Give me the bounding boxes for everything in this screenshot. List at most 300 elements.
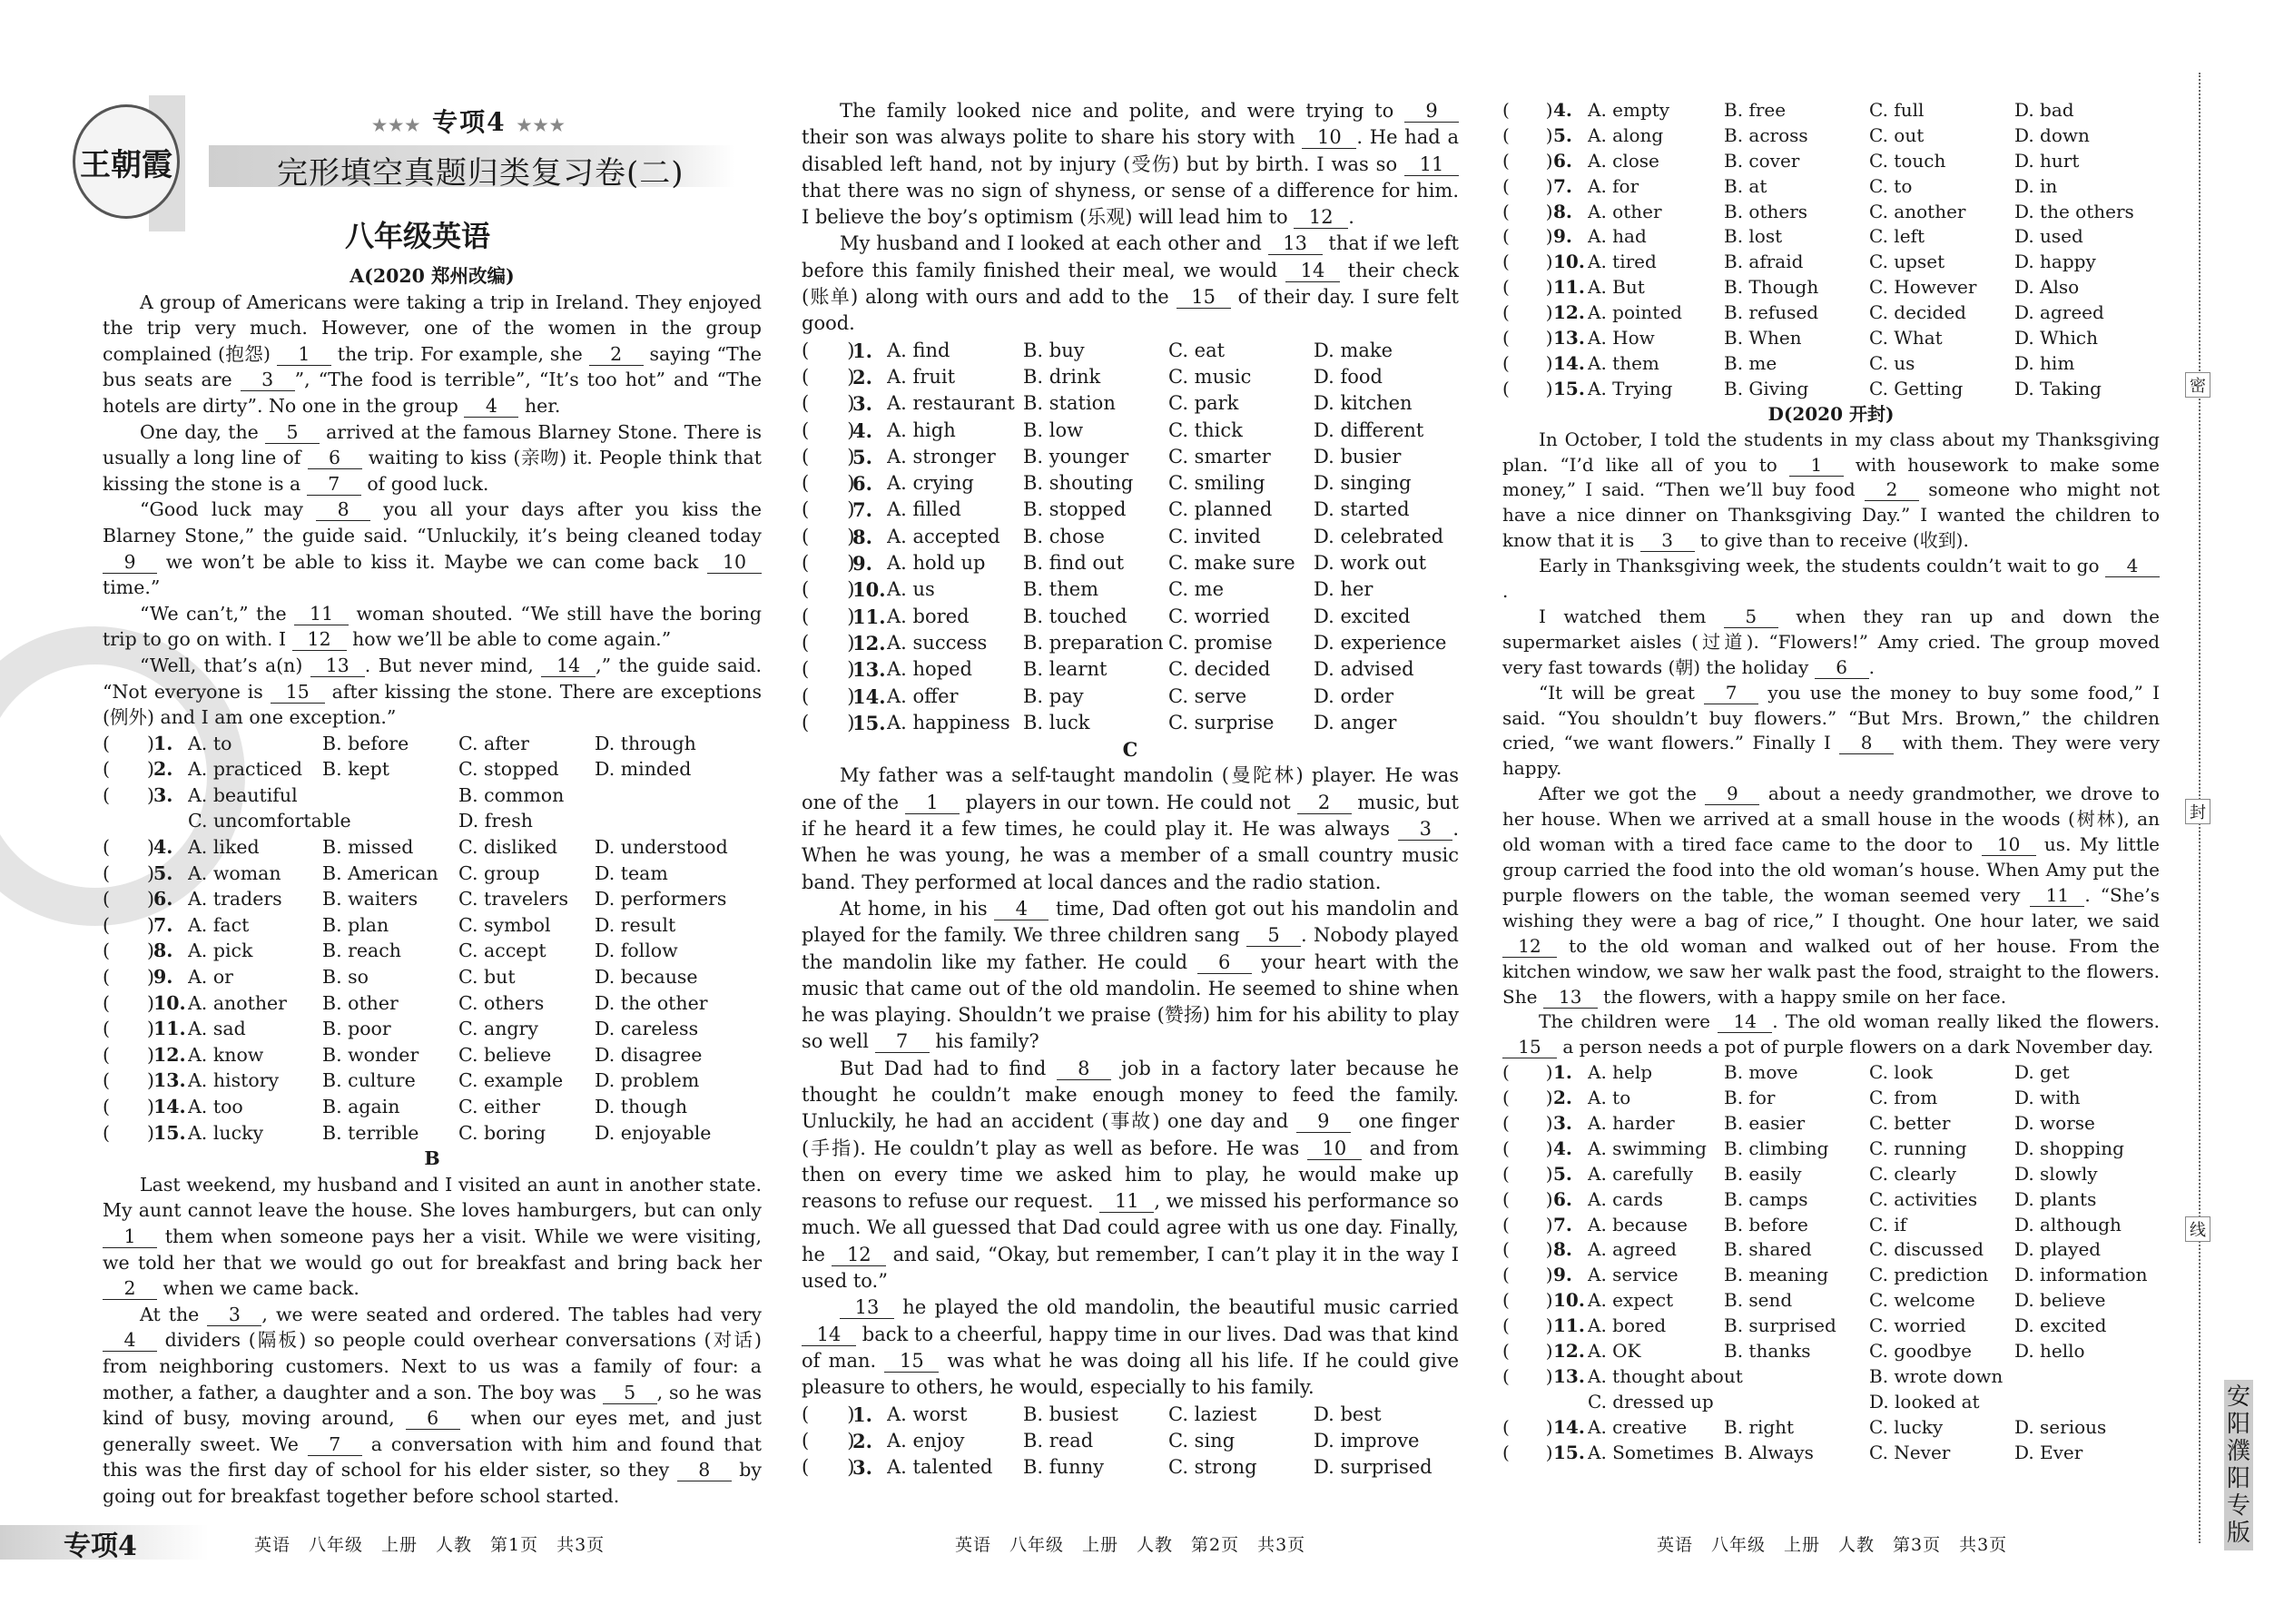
- answer-parenthesis[interactable]: ( ): [1502, 327, 1553, 349]
- answer-parenthesis[interactable]: ( ): [103, 966, 154, 989]
- answer-parenthesis[interactable]: ( ): [103, 1096, 154, 1117]
- option-c: C. dressed up: [1588, 1390, 1714, 1412]
- question-row: [1502, 200, 2160, 225]
- passage-paragraph: [1502, 782, 2160, 1009]
- passage-text: to the old woman and walked out of her house. From the kitchen window, we saw her walk past the food, straight to the flowers. She: [1502, 934, 2160, 1008]
- option-b: B. cover: [1724, 149, 1800, 172]
- option-a: A. us: [887, 578, 935, 601]
- passage-text: how we’ll be able to come again.”: [346, 628, 672, 651]
- answer-parenthesis[interactable]: ( ): [1502, 1238, 1553, 1261]
- option-a: A. happiness: [887, 711, 1010, 733]
- answer-parenthesis[interactable]: ( ): [103, 1043, 154, 1066]
- option-d: D. enjoyable: [595, 1121, 712, 1144]
- answer-parenthesis[interactable]: ( ): [1502, 251, 1553, 273]
- passage-text: her.: [518, 394, 561, 417]
- option-a: A. traders: [188, 888, 282, 910]
- option-b: B. missed: [322, 836, 414, 859]
- answer-parenthesis[interactable]: ( ): [1502, 1061, 1553, 1084]
- answer-blank[interactable]: 4: [464, 395, 518, 418]
- option-d: D. though: [595, 1096, 688, 1117]
- answer-parenthesis[interactable]: ( ): [802, 339, 855, 361]
- answer-parenthesis[interactable]: ( ): [1502, 1340, 1553, 1363]
- passage-text: “It will be great: [1539, 681, 1705, 704]
- passage-text: My husband and I looked at each other and: [840, 232, 1268, 255]
- question-number: 15.: [852, 711, 886, 734]
- option-a: A. history: [188, 1069, 280, 1092]
- answer-parenthesis[interactable]: ( ): [802, 1456, 855, 1479]
- answer-parenthesis[interactable]: ( ): [1502, 225, 1553, 248]
- answer-parenthesis[interactable]: ( ): [103, 991, 154, 1014]
- question-number: 13.: [153, 1069, 186, 1092]
- option-d: D. slowly: [2014, 1162, 2098, 1185]
- answer-parenthesis[interactable]: ( ): [1502, 1162, 1553, 1185]
- passage-text: . “She’s wishing they were a bag of rice,” I thought. One hour later, we said: [1502, 883, 2160, 931]
- option-b: B. thanks: [1724, 1340, 1811, 1363]
- option-c: C. invited: [1168, 525, 1261, 547]
- passage-text: ,” the guide said. “Not everyone is: [103, 654, 763, 703]
- answer-parenthesis[interactable]: ( ): [1502, 1213, 1553, 1235]
- answer-parenthesis[interactable]: ( ): [103, 913, 154, 936]
- answer-parenthesis[interactable]: ( ): [802, 578, 855, 601]
- passage-text: job in a factory later because he thought he couldn’t make enough money to feed the family. Unluckily, he had an accident (事故) one day and: [802, 1057, 1459, 1133]
- answer-parenthesis[interactable]: ( ): [1502, 351, 1553, 374]
- option-b: B. younger: [1023, 445, 1129, 468]
- answer-parenthesis[interactable]: ( ): [1502, 1364, 1553, 1387]
- answer-parenthesis[interactable]: ( ): [802, 631, 855, 654]
- answer-blank[interactable]: 11: [1099, 1190, 1154, 1213]
- option-c: C. prediction: [1869, 1264, 1989, 1286]
- answer-blank[interactable]: 1: [1789, 454, 1844, 477]
- answer-parenthesis[interactable]: ( ): [103, 1069, 154, 1092]
- option-c: C. from: [1869, 1087, 1938, 1109]
- answer-parenthesis[interactable]: ( ): [1502, 276, 1553, 299]
- option-b: B. waiters: [322, 888, 418, 910]
- option-c: C. surprise: [1168, 711, 1275, 733]
- answer-blank[interactable]: 10: [1982, 833, 2036, 856]
- option-d: D. improve: [1314, 1429, 1420, 1452]
- option-c: C. activities: [1869, 1187, 1978, 1210]
- option-a: A. pointed: [1588, 301, 1682, 324]
- answer-blank[interactable]: 13: [310, 655, 365, 677]
- passage-text: After we got the: [1539, 782, 1706, 805]
- stars-left: ★★★: [372, 116, 422, 135]
- answer-blank[interactable]: 7: [1704, 682, 1758, 704]
- answer-blank[interactable]: 15: [884, 1350, 939, 1373]
- answer-parenthesis[interactable]: ( ): [1502, 1415, 1553, 1438]
- answer-parenthesis[interactable]: ( ): [802, 1429, 855, 1452]
- question-number: 14.: [1553, 1415, 1585, 1438]
- question-row: [802, 444, 1459, 470]
- question-number: 4.: [1553, 99, 1572, 121]
- question-row: [103, 1120, 762, 1147]
- answer-blank[interactable]: 11: [2030, 884, 2084, 907]
- passage-text: someone who might not have a nice dinner on Thanksgiving Day.” I wanted the children to know that it is: [1502, 478, 2161, 552]
- answer-blank[interactable]: 8: [1839, 732, 1894, 754]
- passage-text: My father was a self-taught mandolin (曼陀林) player. He was one of the: [802, 764, 1459, 813]
- answer-parenthesis[interactable]: ( ): [103, 1018, 154, 1040]
- option-a: A. too: [188, 1096, 243, 1117]
- option-c: C. goodbye: [1869, 1340, 1972, 1363]
- answer-blank[interactable]: 3: [1640, 529, 1695, 552]
- option-a: A. for: [1588, 174, 1639, 197]
- option-a: A. pick: [188, 940, 253, 962]
- passage-text: to give than to receive (收到).: [1694, 529, 1969, 552]
- passage-text: of good luck.: [360, 472, 489, 495]
- question-number: 6.: [1553, 1187, 1572, 1210]
- answer-blank[interactable]: 1: [277, 343, 331, 366]
- answer-blank[interactable]: 10: [1302, 126, 1356, 149]
- question-row: [802, 470, 1459, 497]
- answer-blank[interactable]: 13: [840, 1296, 894, 1319]
- passage-paragraph: [1502, 554, 2160, 605]
- answer-parenthesis[interactable]: ( ): [1502, 1137, 1553, 1159]
- answer-parenthesis[interactable]: ( ): [802, 472, 855, 495]
- passage-text: .: [1502, 580, 1509, 603]
- answer-blank[interactable]: 11: [294, 603, 349, 625]
- option-c: C. welcome: [1869, 1289, 1975, 1312]
- option-d: D. Taking: [2014, 377, 2102, 399]
- answer-parenthesis[interactable]: ( ): [103, 836, 154, 859]
- answer-parenthesis[interactable]: ( ): [1502, 200, 1553, 222]
- passage-text: .: [1868, 655, 1875, 678]
- answer-blank[interactable]: 14: [1718, 1010, 1772, 1033]
- option-b: B. me: [1724, 351, 1777, 374]
- question-number: 13.: [1553, 1364, 1585, 1387]
- option-d: D. in: [2014, 174, 2058, 197]
- answer-blank[interactable]: 10: [1307, 1137, 1362, 1160]
- option-c: C. smiling: [1168, 472, 1265, 495]
- answer-blank[interactable]: 5: [1724, 605, 1778, 628]
- passage-text: In October, I told the students in my class about my Thanksgiving plan. “I’d like all of you to: [1502, 428, 2160, 476]
- answer-blank[interactable]: 2: [1865, 478, 1919, 501]
- answer-parenthesis[interactable]: ( ): [103, 732, 154, 754]
- answer-blank[interactable]: 7: [308, 1433, 362, 1456]
- option-c: C. to: [1869, 174, 1913, 197]
- question-number: 7.: [1553, 174, 1572, 197]
- option-d: D. experience: [1314, 631, 1447, 654]
- option-c: C. me: [1168, 578, 1225, 601]
- answer-blank[interactable]: 8: [1057, 1058, 1111, 1080]
- option-b: B. before: [1724, 1213, 1808, 1235]
- answer-blank[interactable]: 14: [802, 1324, 856, 1346]
- passage-text: But Dad had to find: [840, 1057, 1057, 1079]
- option-c: C. discussed: [1869, 1238, 1984, 1261]
- answer-parenthesis[interactable]: ( ): [802, 498, 855, 521]
- answer-parenthesis[interactable]: ( ): [802, 418, 855, 441]
- option-a: A. How: [1588, 327, 1655, 349]
- option-a: A. sad: [188, 1018, 246, 1040]
- question-row: [103, 1042, 762, 1068]
- option-b: B. wrote down: [1869, 1364, 2004, 1387]
- answer-parenthesis[interactable]: ( ): [1502, 1187, 1553, 1210]
- answer-parenthesis[interactable]: ( ): [1502, 1087, 1553, 1109]
- option-c: C. boring: [458, 1121, 546, 1144]
- question-row: [802, 656, 1459, 683]
- footer-page-3: 英语 八年级 上册 人教 第3页 共3页: [1657, 1535, 2008, 1555]
- passage-paragraph: [802, 896, 1459, 1056]
- passage-text: waiting to kiss (亲吻) it. People think that kissing the stone is a: [103, 447, 762, 495]
- option-a: A. service: [1588, 1264, 1679, 1286]
- question-row: [1502, 326, 2160, 351]
- option-d: D. looked at: [1869, 1390, 1980, 1412]
- passage-text: , so he was kind of busy, moving around,: [103, 1381, 762, 1430]
- answer-blank[interactable]: 5: [265, 421, 320, 444]
- question-row: [103, 1068, 762, 1094]
- option-c: C. full: [1869, 99, 1925, 121]
- answer-blank[interactable]: 6: [308, 447, 362, 469]
- option-a: A. Trying: [1588, 377, 1673, 399]
- question-row: [103, 782, 762, 809]
- option-a: A. beautiful: [188, 783, 298, 806]
- answer-parenthesis[interactable]: ( ): [802, 1403, 855, 1425]
- answer-blank[interactable]: 7: [307, 473, 361, 496]
- answer-parenthesis[interactable]: ( ): [1502, 1441, 1553, 1463]
- option-a: A. OK: [1588, 1340, 1641, 1363]
- option-d: D. advised: [1314, 658, 1414, 681]
- answer-blank[interactable]: 13: [1543, 986, 1598, 1009]
- option-a: A. restaurant: [887, 392, 1015, 415]
- option-b: B. move: [1724, 1061, 1798, 1084]
- question-number: 6.: [153, 888, 173, 910]
- option-c: C. Never: [1869, 1441, 1951, 1463]
- option-b: B. funny: [1023, 1456, 1104, 1479]
- answer-blank[interactable]: 6: [1197, 951, 1252, 974]
- option-c: C. look: [1869, 1061, 1933, 1084]
- option-b: B. other: [322, 991, 399, 1014]
- question-row: [802, 684, 1459, 710]
- answer-blank[interactable]: 8: [677, 1459, 732, 1481]
- answer-parenthesis[interactable]: ( ): [103, 1121, 154, 1144]
- option-d: D. make: [1314, 339, 1393, 361]
- option-a: A. other: [1588, 200, 1662, 222]
- option-a: A. creative: [1588, 1415, 1688, 1438]
- passage-text: Early in Thanksgiving week, the students couldn’t wait to go: [1539, 555, 2105, 577]
- answer-parenthesis[interactable]: ( ): [802, 658, 855, 681]
- answer-parenthesis[interactable]: ( ): [1502, 301, 1553, 324]
- answer-blank[interactable]: 15: [1177, 286, 1231, 309]
- option-d: D. get: [2014, 1061, 2070, 1084]
- answer-parenthesis[interactable]: ( ): [802, 525, 855, 547]
- answer-blank[interactable]: 7: [875, 1030, 930, 1053]
- question-number: 1.: [153, 732, 173, 754]
- answer-blank[interactable]: 4: [2105, 555, 2160, 577]
- answer-blank[interactable]: 12: [292, 628, 347, 651]
- answer-blank[interactable]: 8: [316, 498, 370, 521]
- passage-text: when we came back.: [157, 1277, 359, 1300]
- option-b: B. learnt: [1023, 658, 1108, 681]
- answer-parenthesis[interactable]: ( ): [1502, 1112, 1553, 1135]
- answer-blank[interactable]: 6: [406, 1407, 460, 1430]
- answer-blank[interactable]: 1: [103, 1225, 157, 1248]
- question-number: 10.: [1553, 1289, 1585, 1312]
- option-d: D. best: [1314, 1403, 1382, 1425]
- answer-parenthesis[interactable]: ( ): [1502, 1314, 1553, 1337]
- answer-blank[interactable]: 10: [707, 551, 762, 574]
- option-b: B. surprised: [1724, 1314, 1836, 1337]
- answer-blank[interactable]: 1: [905, 792, 960, 814]
- answer-parenthesis[interactable]: ( ): [1502, 1289, 1553, 1312]
- option-d: D. hurt: [2014, 149, 2080, 172]
- question-row: [802, 604, 1459, 630]
- answer-blank[interactable]: 2: [1297, 792, 1352, 814]
- answer-blank[interactable]: 9: [1296, 1110, 1351, 1133]
- passage-text: I watched them: [1539, 605, 1724, 627]
- option-a: A. because: [1588, 1213, 1688, 1235]
- option-d: D. team: [595, 861, 668, 884]
- passage-text: . He had a disabled left hand, not by injury (受伤) but by birth. I was so: [802, 126, 1459, 175]
- answer-blank[interactable]: 9: [103, 551, 157, 574]
- option-d: D. food: [1314, 365, 1383, 388]
- question-number: 5.: [1553, 123, 1572, 146]
- answer-blank[interactable]: 11: [1404, 153, 1459, 176]
- option-d: D. him: [2014, 351, 2075, 374]
- binding-mark: 密: [2185, 372, 2210, 398]
- answer-parenthesis[interactable]: ( ): [1502, 377, 1553, 399]
- question-number: 2.: [852, 365, 872, 389]
- option-a: A. fact: [188, 913, 250, 936]
- column-3: [1502, 98, 2160, 1466]
- question-row: [1502, 1162, 2160, 1187]
- answer-blank[interactable]: 15: [271, 681, 325, 704]
- option-a: A. cards: [1588, 1187, 1663, 1210]
- answer-parenthesis[interactable]: ( ): [103, 861, 154, 884]
- answer-blank[interactable]: 3: [241, 369, 295, 391]
- answer-parenthesis[interactable]: ( ): [1502, 174, 1553, 197]
- answer-parenthesis[interactable]: ( ): [1502, 123, 1553, 146]
- question-number: 6.: [1553, 149, 1572, 172]
- question-number: 12.: [852, 631, 886, 655]
- answer-blank[interactable]: 4: [994, 898, 1049, 920]
- option-b: B. plan: [322, 913, 389, 936]
- answer-blank[interactable]: 12: [832, 1244, 886, 1266]
- answer-parenthesis[interactable]: ( ): [103, 888, 154, 910]
- answer-parenthesis[interactable]: ( ): [1502, 99, 1553, 121]
- answer-blank[interactable]: 9: [1705, 782, 1759, 805]
- passage-text: the flowers, with a happy smile on her face.: [1597, 985, 2007, 1008]
- option-a: A. hold up: [887, 552, 986, 575]
- question-number: 8.: [1553, 200, 1572, 222]
- option-a: A. enjoy: [887, 1429, 965, 1452]
- passage-text: one finger (手指). He couldn’t play as well as before. He was: [802, 1110, 1459, 1159]
- question-row: [802, 1454, 1459, 1481]
- answer-parenthesis[interactable]: ( ): [1502, 1264, 1553, 1286]
- question-row: [1502, 1060, 2160, 1086]
- answer-parenthesis[interactable]: ( ): [802, 445, 855, 468]
- option-a: A. had: [1588, 225, 1647, 248]
- option-b: B. easily: [1724, 1162, 1802, 1185]
- answer-blank[interactable]: 4: [103, 1329, 157, 1352]
- option-c: C. after: [458, 732, 529, 754]
- edition-label: 安阳濮阳专版: [2224, 1380, 2253, 1550]
- option-c: C. us: [1869, 351, 1915, 374]
- passage-text: their son was always polite to share his story with: [802, 126, 1303, 149]
- option-c: C. running: [1869, 1137, 1967, 1159]
- answer-parenthesis[interactable]: ( ): [1502, 149, 1553, 172]
- answer-parenthesis[interactable]: ( ): [103, 758, 154, 781]
- option-d: D. surprised: [1314, 1456, 1433, 1479]
- answer-parenthesis[interactable]: ( ): [802, 605, 855, 627]
- option-b: B. them: [1023, 578, 1099, 601]
- answer-parenthesis[interactable]: ( ): [802, 392, 855, 415]
- option-d: D. happy: [2014, 251, 2096, 273]
- option-c: C. but: [458, 966, 516, 989]
- question-row: [802, 550, 1459, 576]
- option-b: B. easier: [1724, 1112, 1806, 1135]
- question-number: 13.: [1553, 327, 1585, 349]
- section-title: B: [424, 1147, 440, 1170]
- option-b: B. so: [322, 966, 369, 989]
- answer-blank[interactable]: 9: [1404, 100, 1459, 123]
- option-d: D. performers: [595, 888, 727, 910]
- answer-blank[interactable]: 2: [103, 1277, 157, 1300]
- answer-parenthesis[interactable]: ( ): [802, 365, 855, 388]
- page-subtitle: 完形填空真题归类复习卷(二): [277, 155, 684, 192]
- question-row: [802, 497, 1459, 523]
- question-row: [103, 886, 762, 912]
- question-row: [1502, 1086, 2160, 1111]
- answer-blank[interactable]: 5: [603, 1382, 657, 1404]
- option-d: D. information: [2014, 1264, 2148, 1286]
- passage-paragraph: [802, 98, 1459, 231]
- answer-blank[interactable]: 12: [1502, 935, 1557, 958]
- section-title: A(2020 郑州改编): [350, 265, 515, 287]
- option-c: C. if: [1869, 1213, 1907, 1235]
- answer-parenthesis[interactable]: ( ): [103, 783, 154, 806]
- option-b: B. for: [1724, 1087, 1776, 1109]
- answer-parenthesis[interactable]: ( ): [103, 940, 154, 962]
- answer-blank[interactable]: 13: [1268, 232, 1323, 255]
- option-b: B. at: [1724, 174, 1767, 197]
- answer-blank[interactable]: 5: [1246, 924, 1301, 947]
- question-number: 5.: [852, 445, 872, 468]
- passage-text: , we were seated and ordered. The tables had very: [261, 1303, 762, 1325]
- option-d: D. plants: [2014, 1187, 2097, 1210]
- answer-blank[interactable]: 6: [1815, 656, 1869, 679]
- answer-blank[interactable]: 15: [1502, 1036, 1557, 1058]
- binding-mark: 封: [2185, 799, 2210, 824]
- option-c: C. smarter: [1168, 445, 1271, 468]
- question-number: 12.: [153, 1043, 186, 1066]
- answer-blank[interactable]: 12: [1294, 206, 1348, 229]
- answer-blank[interactable]: 2: [589, 343, 644, 366]
- answer-parenthesis[interactable]: ( ): [802, 684, 855, 707]
- option-a: A. stronger: [887, 445, 996, 468]
- option-a: A. harder: [1588, 1112, 1675, 1135]
- option-d: D. Which: [2014, 327, 2098, 349]
- option-b: B. When: [1724, 327, 1802, 349]
- option-b: B. terrible: [322, 1121, 419, 1144]
- answer-blank[interactable]: 3: [1398, 818, 1452, 841]
- option-a: A. carefully: [1588, 1162, 1694, 1185]
- passage-paragraph: [1502, 428, 2160, 555]
- option-b: B. lost: [1724, 225, 1783, 248]
- answer-parenthesis[interactable]: ( ): [802, 552, 855, 575]
- question-number: 8.: [1553, 1238, 1572, 1261]
- option-d: D. different: [1314, 418, 1424, 441]
- option-c: C. left: [1869, 225, 1925, 248]
- passage-paragraph: [1502, 1009, 2160, 1060]
- question-number: 5.: [1553, 1162, 1572, 1185]
- question-row: [802, 710, 1459, 736]
- option-a: A. them: [1588, 351, 1659, 374]
- answer-blank[interactable]: 14: [1285, 260, 1340, 282]
- answer-blank[interactable]: 14: [541, 655, 596, 677]
- option-a: A. to: [1588, 1087, 1631, 1109]
- answer-parenthesis[interactable]: ( ): [802, 711, 855, 733]
- question-number: 7.: [852, 498, 872, 522]
- question-row: [1502, 1263, 2160, 1288]
- answer-blank[interactable]: 3: [207, 1304, 261, 1326]
